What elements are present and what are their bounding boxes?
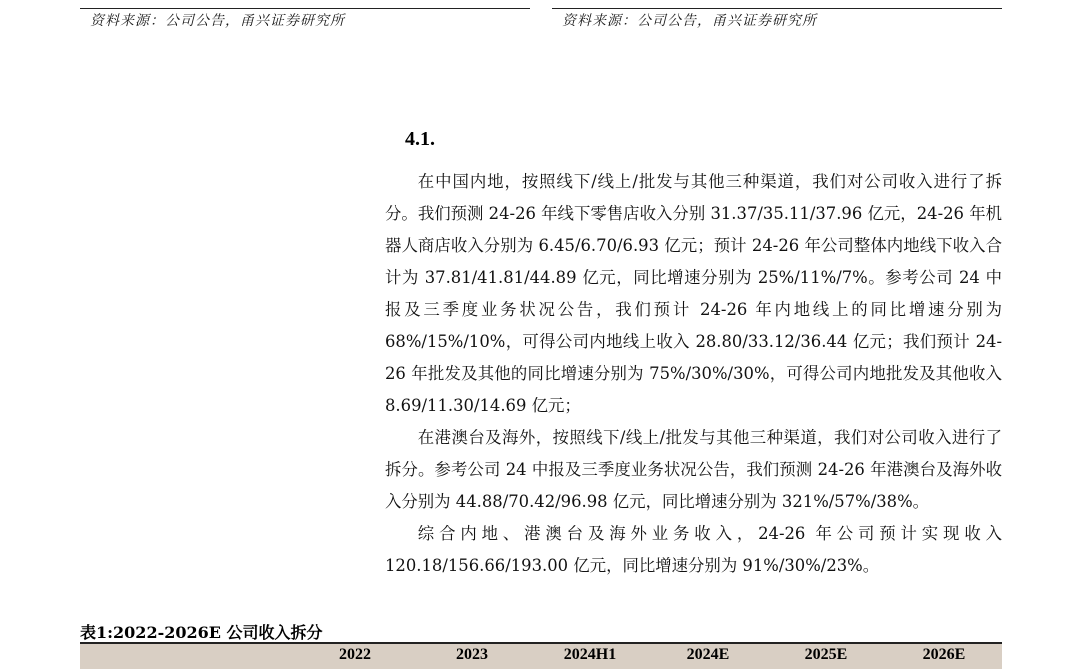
- table-header-2026e: 2026E: [922, 646, 966, 663]
- top-rule-left: [80, 8, 530, 9]
- top-rule-right: [552, 8, 1002, 9]
- table-header-2025e: 2025E: [804, 646, 848, 663]
- table-caption: 表1:2022-2026E 公司收入拆分: [80, 623, 323, 642]
- section-body: [385, 166, 1002, 582]
- table-header-2023: 2023: [456, 646, 488, 663]
- paragraph-total: 综合内地、港澳台及海外业务收入，24-26 年公司预计实现收入 120.18/156.66/193.00 亿元，同比增速分别为 91%/30%/23%。: [385, 524, 1002, 575]
- table-header-2024h1: 2024H1: [563, 646, 617, 663]
- source-note-left: 资料来源：公司公告，甬兴证券研究所: [90, 13, 345, 29]
- section-heading: 4.1.: [405, 128, 435, 150]
- table-header-2022: 2022: [339, 646, 371, 663]
- paragraph-mainland: 在中国内地，按照线下/线上/批发与其他三种渠道，我们对公司收入进行了拆分。我们预测 24-26 年线下零售店收入分别 31.37/35.11/37.96 亿元，24-26 年机器人商店收入分别为 6.45/6.70/6.93 亿元；预计 24-26 年公司整体内地线下收入合计为 37.81/41.81/44.89 亿元，同比增速分别为 25%/11%/7%。参考公司 24 中报及三季度业务状况公告，我们预计 24-26 年内地线上的同比增速分别为 68%/15%/10%，可得公司内地线上收入 28.80/33.12/36.44 亿元；我们预计 24-26 年批发及其他的同比增速分别为 75%/30%/30%，可得公司内地批发及其他收入 8.69/11.30/14.69 亿元；: [385, 172, 1002, 415]
- source-note-right: 资料来源：公司公告，甬兴证券研究所: [562, 13, 817, 29]
- table-header-2024e: 2024E: [686, 646, 730, 663]
- paragraph-overseas: 在港澳台及海外，按照线下/线上/批发与其他三种渠道，我们对公司收入进行了拆分。参考公司 24 中报及三季度业务状况公告，我们预测 24-26 年港澳台及海外收入分别为 44.88/70.42/96.98 亿元，同比增速分别为 321%/57%/38%。: [385, 428, 1002, 511]
